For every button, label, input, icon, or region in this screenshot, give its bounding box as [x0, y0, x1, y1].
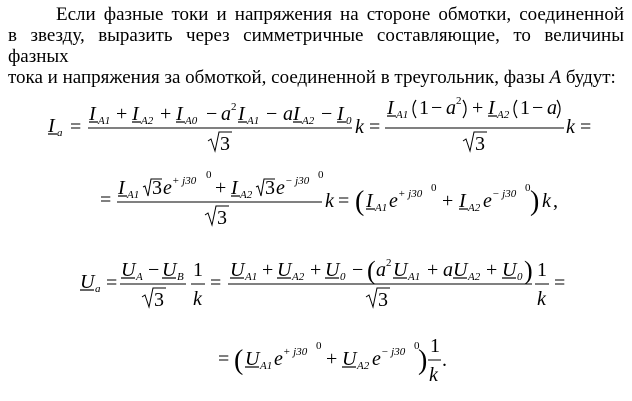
svg-text:A1: A1 — [127, 189, 140, 201]
svg-text:3: 3 — [152, 177, 162, 199]
svg-text:+ j30: + j30 — [172, 175, 197, 187]
numerator-3 — [117, 169, 324, 201]
svg-text:I: I — [231, 177, 238, 199]
svg-text:=: = — [106, 272, 118, 294]
svg-text:3: 3 — [265, 177, 275, 199]
svg-text:+: + — [442, 190, 454, 212]
svg-text:2: 2 — [231, 101, 237, 113]
svg-text:2: 2 — [456, 95, 462, 107]
svg-text:U: U — [162, 259, 177, 281]
svg-text:A2: A2 — [357, 360, 370, 372]
svg-text:a: a — [376, 259, 386, 281]
svg-text:k: k — [325, 190, 334, 212]
numerator-4 — [121, 259, 184, 283]
svg-text:− j30: − j30 — [381, 346, 406, 358]
svg-text:B: B — [177, 271, 184, 283]
svg-text:I: I — [118, 177, 125, 199]
svg-text:I: I — [238, 103, 245, 125]
svg-text:A1: A1 — [408, 271, 421, 283]
svg-text:I: I — [89, 103, 96, 125]
svg-text:A2: A2 — [292, 271, 305, 283]
svg-text:+: + — [427, 259, 439, 281]
svg-text:3: 3 — [217, 207, 227, 229]
svg-text:): ) — [418, 345, 428, 376]
sqrt3-denominator-3 — [205, 206, 229, 229]
svg-text:k: k — [193, 288, 202, 310]
svg-text:k: k — [429, 364, 438, 386]
svg-text:0: 0 — [525, 182, 531, 194]
svg-text:a: a — [95, 283, 101, 295]
svg-text:a: a — [283, 103, 293, 125]
svg-text:− j30: − j30 — [492, 188, 517, 200]
equation-ia — [47, 95, 591, 155]
svg-text:U: U — [393, 259, 408, 281]
svg-text:A1: A1 — [245, 271, 258, 283]
svg-text:−: − — [266, 103, 278, 125]
sqrt3-denominator-1 — [208, 132, 232, 155]
svg-text:e: e — [483, 190, 492, 212]
svg-text:+ j30: + j30 — [283, 346, 308, 358]
svg-text:−: − — [532, 97, 544, 119]
intro-line-3: тока и напряжения за обмоткой, соединенной в треугольник, фазы A будут: — [8, 67, 616, 88]
svg-text:+: + — [116, 103, 128, 125]
svg-text:−: − — [352, 259, 364, 281]
numerator-1 — [88, 101, 352, 127]
svg-text:A1: A1 — [396, 109, 409, 121]
svg-text:=: = — [218, 348, 230, 370]
svg-text:.: . — [442, 349, 447, 371]
svg-text:−: − — [148, 259, 160, 281]
svg-text:e: e — [276, 177, 285, 199]
svg-text:a: a — [547, 97, 557, 119]
svg-text:3: 3 — [475, 133, 485, 155]
svg-text:U: U — [80, 271, 95, 293]
svg-text:3: 3 — [378, 289, 388, 311]
equation-ua — [80, 256, 565, 311]
svg-text:A2: A2 — [468, 202, 481, 214]
svg-text:1: 1 — [520, 97, 530, 119]
svg-text:1: 1 — [193, 259, 203, 281]
svg-text:): ) — [524, 256, 533, 285]
svg-text:I: I — [366, 190, 373, 212]
svg-text:U: U — [245, 348, 260, 370]
svg-text:U: U — [230, 259, 245, 281]
svg-text:+: + — [486, 259, 498, 281]
svg-text:0: 0 — [340, 271, 346, 283]
svg-text:): ) — [530, 186, 540, 217]
svg-text:A2: A2 — [468, 271, 481, 283]
svg-text:k: k — [566, 116, 575, 138]
svg-text:1: 1 — [430, 335, 440, 357]
svg-text:I: I — [132, 103, 139, 125]
svg-text:+: + — [472, 97, 484, 119]
svg-text:A2: A2 — [302, 115, 315, 127]
sqrt3-denominator-4 — [142, 288, 166, 311]
svg-text:I: I — [176, 103, 183, 125]
svg-text:+: + — [215, 177, 227, 199]
numerator-2 — [386, 95, 560, 121]
svg-text:A2: A2 — [141, 115, 154, 127]
svg-text:a: a — [446, 97, 456, 119]
svg-text:+: + — [160, 103, 172, 125]
svg-text:k: k — [537, 288, 546, 310]
svg-text:− j30: − j30 — [285, 175, 310, 187]
svg-text:U: U — [121, 259, 136, 281]
svg-text:+ j30: + j30 — [398, 188, 423, 200]
intro-line-2: в звезду, выразить через симметричные составляющие, то величины фазных — [8, 25, 624, 67]
svg-text:k: k — [542, 190, 551, 212]
svg-text:U: U — [342, 348, 357, 370]
svg-text:0: 0 — [431, 182, 437, 194]
svg-text:=: = — [70, 116, 82, 138]
svg-text:A1: A1 — [247, 115, 260, 127]
svg-text:0: 0 — [318, 169, 324, 181]
svg-text:+: + — [326, 348, 338, 370]
svg-text:e: e — [274, 348, 283, 370]
svg-text:U: U — [502, 259, 517, 281]
svg-text:A1: A1 — [260, 360, 273, 372]
svg-text:A: A — [136, 271, 143, 283]
svg-text:I: I — [48, 115, 55, 137]
svg-text:I: I — [488, 97, 495, 119]
svg-text:−: − — [321, 103, 333, 125]
svg-text:U: U — [277, 259, 292, 281]
svg-text:+: + — [262, 259, 274, 281]
svg-text:A2: A2 — [240, 189, 253, 201]
svg-text:=: = — [369, 116, 381, 138]
svg-text:a: a — [443, 259, 453, 281]
svg-text:e: e — [372, 348, 381, 370]
sqrt3-denominator-2 — [463, 132, 487, 155]
svg-text:1: 1 — [537, 259, 547, 281]
svg-text:I: I — [387, 97, 394, 119]
svg-text:a: a — [57, 127, 63, 139]
svg-text:0: 0 — [346, 115, 352, 127]
svg-text:e: e — [163, 177, 172, 199]
svg-text:A1: A1 — [98, 115, 111, 127]
svg-text:(: ( — [367, 256, 376, 285]
svg-text:A1: A1 — [375, 202, 388, 214]
svg-text:+: + — [310, 259, 322, 281]
svg-text:,: , — [553, 190, 558, 212]
svg-text:0: 0 — [517, 271, 523, 283]
svg-text:=: = — [580, 116, 592, 138]
svg-text:(: ( — [355, 186, 365, 217]
svg-text:3: 3 — [154, 289, 164, 311]
svg-text:−: − — [431, 97, 443, 119]
svg-text:3: 3 — [220, 133, 230, 155]
svg-text:I: I — [337, 103, 344, 125]
svg-text:0: 0 — [316, 340, 322, 352]
svg-text:=: = — [338, 190, 350, 212]
svg-text:=: = — [100, 189, 112, 211]
svg-text:e: e — [389, 190, 398, 212]
svg-text:(: ( — [234, 345, 244, 376]
equation-ua-exp — [218, 335, 447, 386]
svg-text:U: U — [453, 259, 468, 281]
sqrt3-denominator-5 — [366, 288, 390, 311]
svg-text:1: 1 — [419, 97, 429, 119]
svg-text:A2: A2 — [497, 109, 510, 121]
svg-text:A0: A0 — [185, 115, 198, 127]
svg-text:−: − — [206, 103, 218, 125]
equation-ia-exp — [100, 169, 558, 229]
svg-text:a: a — [221, 103, 231, 125]
phase-variable: A — [549, 67, 562, 88]
svg-text:I: I — [293, 103, 300, 125]
numerator-5 — [230, 256, 533, 285]
svg-text:I: I — [459, 190, 466, 212]
svg-text:2: 2 — [386, 257, 392, 269]
svg-text:0: 0 — [206, 169, 212, 181]
intro-line-1: Если фазные токи и напряжения на стороне обмотки, соединенной — [56, 4, 624, 25]
svg-text:k: k — [355, 116, 364, 138]
svg-text:0: 0 — [414, 340, 420, 352]
svg-text:U: U — [325, 259, 340, 281]
svg-text:=: = — [554, 272, 566, 294]
svg-text:=: = — [210, 272, 222, 294]
